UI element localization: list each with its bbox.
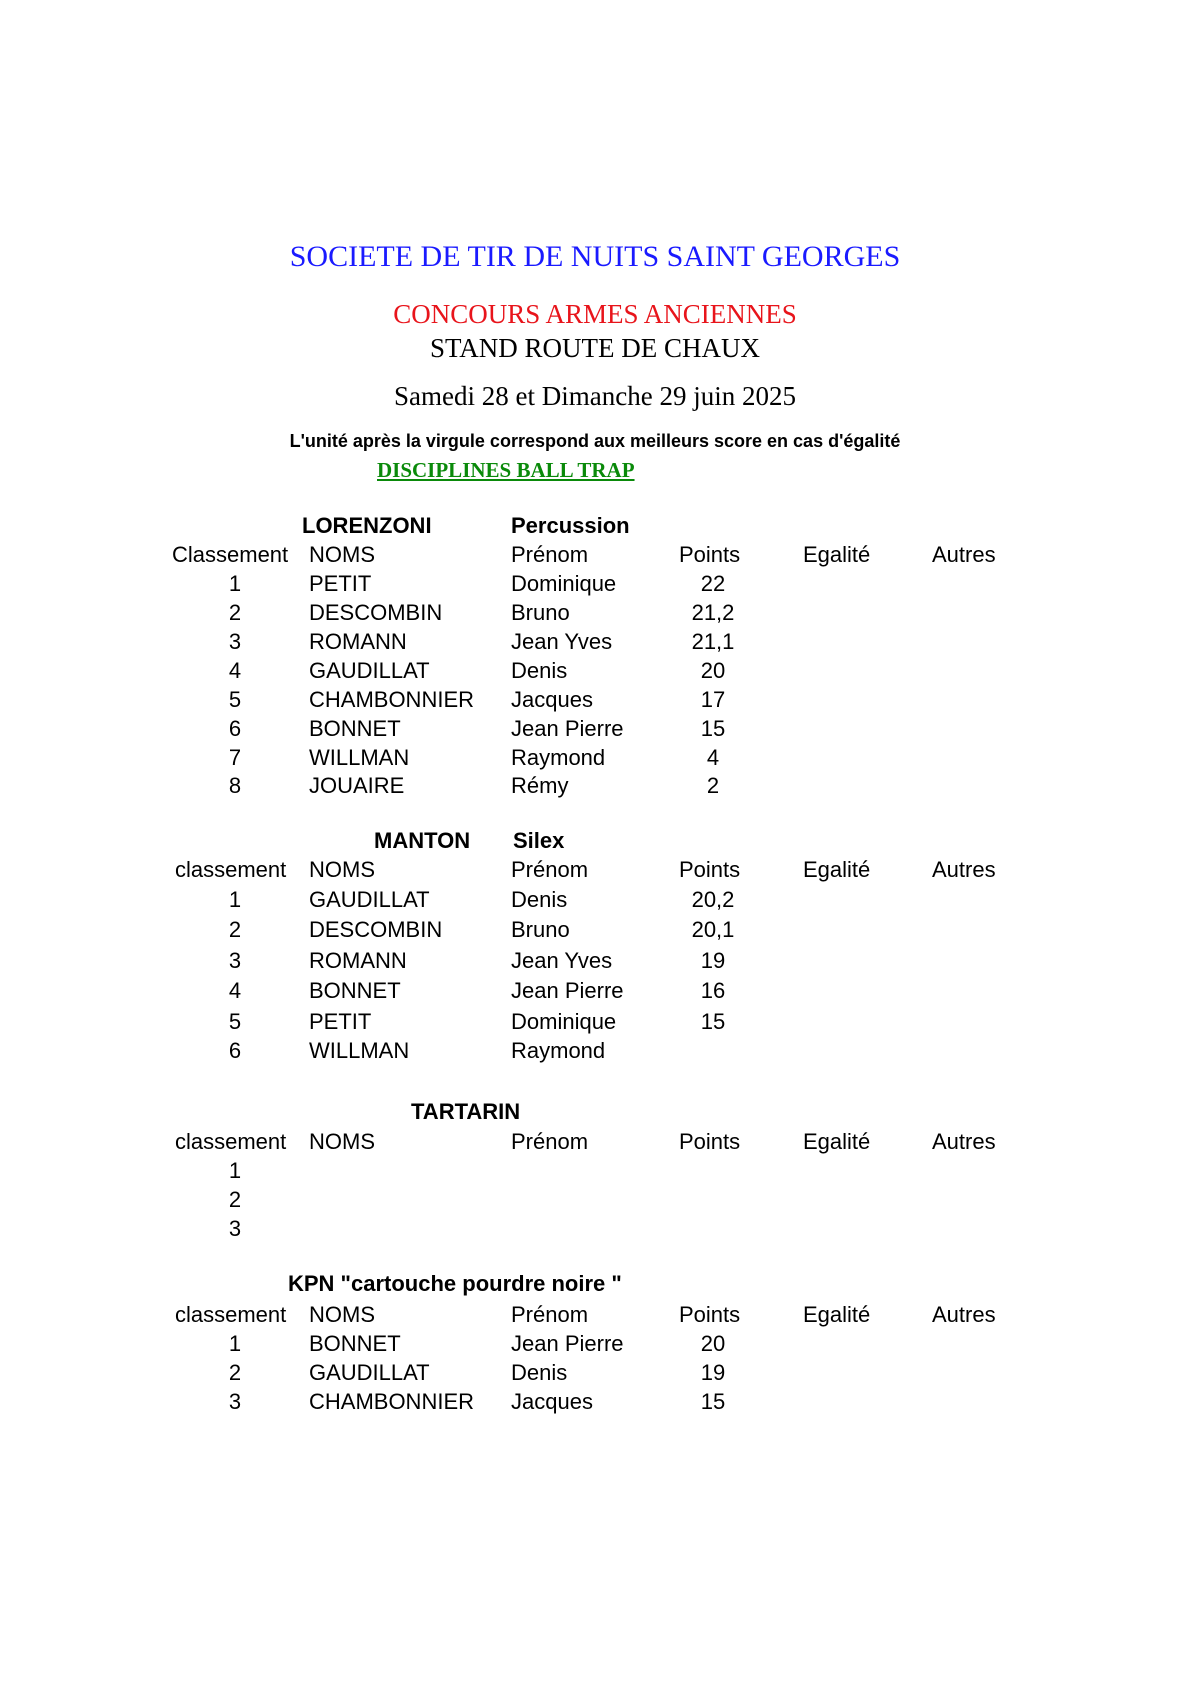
- tie-break-note: L'unité après la virgule correspond aux meilleurs score en cas d'égalité: [289, 431, 901, 451]
- col-noms: NOMS: [309, 542, 375, 567]
- points-cell: 21,2: [691, 600, 735, 625]
- disciplines-heading: DISCIPLINES BALL TRAP: [377, 458, 635, 482]
- firstname-cell: Denis: [511, 1360, 568, 1385]
- concours-title: CONCOURS ARMES ANCIENNES: [393, 299, 797, 329]
- firstname-cell: Jean Yves: [511, 948, 613, 973]
- firstname-cell: Jacques: [511, 1389, 593, 1414]
- name-cell: CHAMBONNIER: [309, 687, 475, 712]
- rank-cell: 7: [228, 745, 242, 770]
- name-cell: BONNET: [309, 1331, 401, 1356]
- points-cell: 2: [706, 773, 720, 798]
- col-egalite: Egalité: [803, 1129, 871, 1154]
- col-autres: Autres: [932, 1302, 996, 1327]
- firstname-cell: Jean Yves: [511, 629, 613, 654]
- name-cell: PETIT: [309, 1009, 372, 1034]
- rank-cell: 5: [228, 687, 242, 712]
- rank-cell: 1: [228, 571, 242, 596]
- name-cell: GAUDILLAT: [309, 1360, 430, 1385]
- rank-cell: 3: [228, 1389, 242, 1414]
- name-cell: PETIT: [309, 571, 372, 596]
- firstname-cell: Raymond: [511, 1038, 606, 1063]
- firstname-cell: Jacques: [511, 687, 593, 712]
- points-cell: 20: [700, 1331, 726, 1356]
- name-cell: DESCOMBIN: [309, 600, 443, 625]
- points-cell: 15: [700, 716, 726, 741]
- col-egalite: Egalité: [803, 857, 871, 882]
- points-cell: 22: [700, 571, 726, 596]
- col-noms: NOMS: [309, 1302, 375, 1327]
- col-prenom: Prénom: [511, 542, 589, 567]
- section-name-kpn: KPN "cartouche pourdre noire ": [288, 1271, 622, 1296]
- col-classement: Classement: [172, 542, 289, 567]
- col-points: Points: [679, 857, 741, 882]
- col-autres: Autres: [932, 1129, 996, 1154]
- firstname-cell: Bruno: [511, 917, 570, 942]
- rank-cell: 5: [228, 1009, 242, 1034]
- points-cell: 4: [706, 745, 720, 770]
- page-title: SOCIETE DE TIR DE NUITS SAINT GEORGES: [289, 240, 901, 273]
- points-cell: 19: [700, 1360, 726, 1385]
- firstname-cell: Dominique: [511, 1009, 617, 1034]
- section-sub-percussion: Percussion: [511, 513, 630, 538]
- col-autres: Autres: [932, 542, 996, 567]
- section-name-manton: MANTON: [374, 828, 471, 853]
- rank-cell: 8: [228, 773, 242, 798]
- name-cell: JOUAIRE: [309, 773, 405, 798]
- name-cell: BONNET: [309, 716, 401, 741]
- firstname-cell: Raymond: [511, 745, 606, 770]
- firstname-cell: Jean Pierre: [511, 716, 624, 741]
- name-cell: GAUDILLAT: [309, 658, 430, 683]
- rank-cell: 2: [228, 600, 242, 625]
- rank-cell: 1: [228, 887, 242, 912]
- firstname-cell: Jean Pierre: [511, 1331, 624, 1356]
- firstname-cell: Dominique: [511, 571, 617, 596]
- points-cell: 17: [700, 687, 726, 712]
- name-cell: WILLMAN: [309, 745, 410, 770]
- event-date: Samedi 28 et Dimanche 29 juin 2025: [394, 381, 796, 411]
- firstname-cell: Jean Pierre: [511, 978, 624, 1003]
- rank-cell: 1: [228, 1158, 242, 1183]
- firstname-cell: Denis: [511, 658, 568, 683]
- rank-cell: 4: [228, 658, 242, 683]
- rank-cell: 3: [228, 948, 242, 973]
- rank-cell: 3: [228, 1216, 242, 1241]
- rank-cell: 2: [228, 1187, 242, 1212]
- col-egalite: Egalité: [803, 1302, 871, 1327]
- col-noms: NOMS: [309, 1129, 375, 1154]
- col-noms: NOMS: [309, 857, 375, 882]
- name-cell: WILLMAN: [309, 1038, 410, 1063]
- col-points: Points: [679, 542, 741, 567]
- points-cell: 21,1: [691, 629, 735, 654]
- col-classement: classement: [175, 1129, 287, 1154]
- points-cell: 20,1: [691, 917, 735, 942]
- col-egalite: Egalité: [803, 542, 871, 567]
- points-cell: 15: [700, 1389, 726, 1414]
- points-cell: 15: [700, 1009, 726, 1034]
- rank-cell: 2: [228, 1360, 242, 1385]
- col-prenom: Prénom: [511, 857, 589, 882]
- name-cell: CHAMBONNIER: [309, 1389, 475, 1414]
- points-cell: 20,2: [691, 887, 735, 912]
- col-classement: classement: [175, 857, 287, 882]
- name-cell: ROMANN: [309, 948, 407, 973]
- rank-cell: 4: [228, 978, 242, 1003]
- firstname-cell: Rémy: [511, 773, 569, 798]
- name-cell: BONNET: [309, 978, 401, 1003]
- rank-cell: 1: [228, 1331, 242, 1356]
- section-name-tartarin: TARTARIN: [411, 1099, 521, 1124]
- points-cell: 20: [700, 658, 726, 683]
- col-classement: classement: [175, 1302, 287, 1327]
- col-prenom: Prénom: [511, 1129, 589, 1154]
- col-points: Points: [679, 1129, 741, 1154]
- name-cell: ROMANN: [309, 629, 407, 654]
- firstname-cell: Bruno: [511, 600, 570, 625]
- rank-cell: 6: [228, 1038, 242, 1063]
- points-cell: 19: [700, 948, 726, 973]
- firstname-cell: Denis: [511, 887, 568, 912]
- points-cell: 16: [700, 978, 726, 1003]
- section-sub-silex: Silex: [513, 828, 565, 853]
- name-cell: DESCOMBIN: [309, 917, 443, 942]
- col-autres: Autres: [932, 857, 996, 882]
- section-name-lorenzoni: LORENZONI: [302, 513, 432, 538]
- col-prenom: Prénom: [511, 1302, 589, 1327]
- stand-subtitle: STAND ROUTE DE CHAUX: [429, 333, 761, 363]
- rank-cell: 3: [228, 629, 242, 654]
- col-points: Points: [679, 1302, 741, 1327]
- rank-cell: 6: [228, 716, 242, 741]
- rank-cell: 2: [228, 917, 242, 942]
- name-cell: GAUDILLAT: [309, 887, 430, 912]
